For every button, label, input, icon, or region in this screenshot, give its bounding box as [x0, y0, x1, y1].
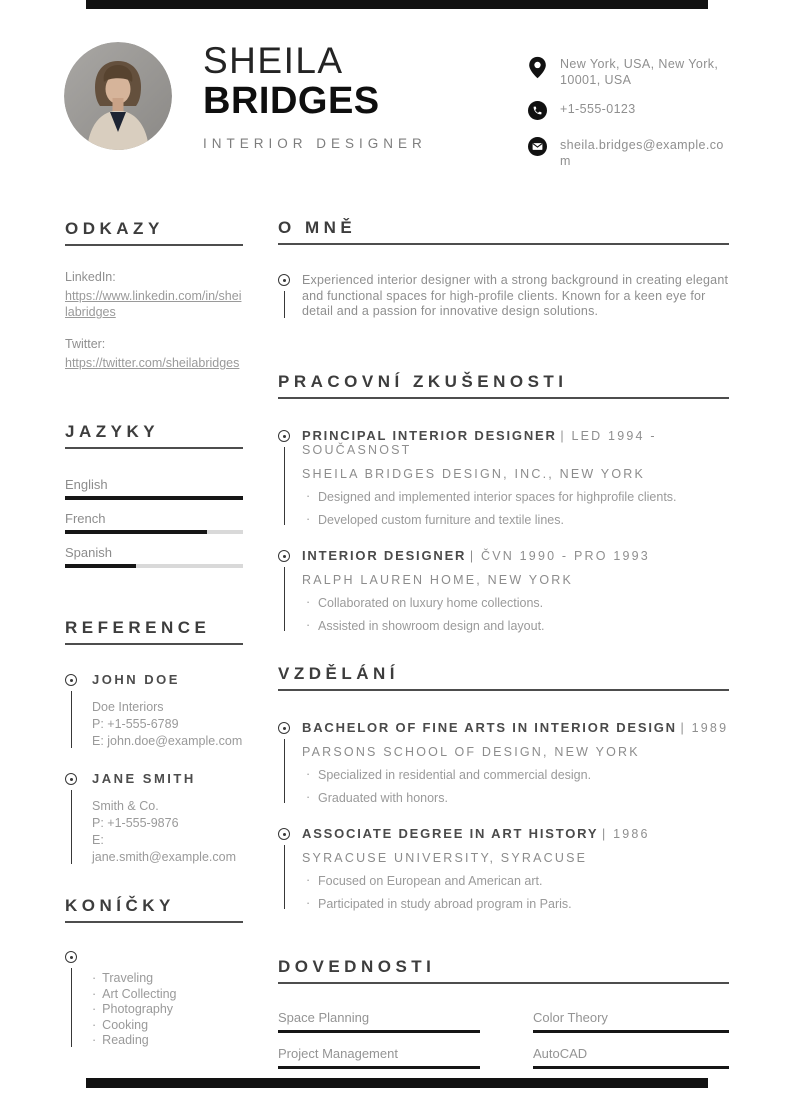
link-label: LinkedIn: — [65, 270, 116, 284]
education-title-row — [302, 721, 729, 735]
reference-name: JOHN DOE — [92, 672, 180, 687]
section-skills-heading: DOVEDNOSTI — [278, 958, 729, 984]
section-experience-heading: PRACOVNÍ ZKUŠENOSTI — [278, 373, 729, 399]
skill-item — [278, 1010, 480, 1033]
language-level-bar — [65, 530, 243, 534]
reference-company: Smith & Co. — [92, 799, 159, 813]
experience-period: | LED 1994 - SOUČASNOST — [302, 429, 657, 457]
timeline-line — [284, 739, 285, 803]
job-title: INTERIOR DESIGNER — [203, 135, 427, 151]
reference-phone: P: +1-555-6789 — [92, 717, 179, 731]
section-languages-heading: JAZYKY — [65, 423, 243, 449]
education-item — [278, 827, 729, 911]
timeline-bullet-icon — [278, 274, 290, 286]
skill-name: AutoCAD — [533, 1046, 588, 1061]
experience-bullet: · Developed custom furniture and textile lines. — [302, 513, 729, 527]
contact-phone-row — [528, 101, 728, 124]
skill-item — [533, 1010, 729, 1033]
timeline-line — [284, 567, 285, 631]
last-name: BRIDGES — [203, 79, 380, 122]
section-skills — [278, 958, 729, 1069]
top-decorative-bar — [86, 0, 708, 9]
linkedin-link[interactable]: https://www.linkedin.com/in/sheilabridges — [65, 289, 242, 319]
experience-title-row — [302, 429, 729, 457]
timeline-bullet-icon — [278, 430, 290, 442]
section-references — [65, 619, 243, 866]
contact-location-row — [528, 56, 728, 88]
profile-photo — [64, 42, 172, 150]
bottom-decorative-bar — [86, 1078, 708, 1088]
education-item — [278, 721, 729, 805]
experience-period: | ČVN 1990 - PRO 1993 — [470, 549, 650, 563]
skill-item — [278, 1046, 480, 1069]
hobbies-entry — [65, 950, 243, 1049]
education-degree: BACHELOR OF FINE ARTS IN INTERIOR DESIGN — [302, 720, 677, 735]
education-degree: ASSOCIATE DEGREE IN ART HISTORY — [302, 826, 599, 841]
timeline-rail — [278, 827, 302, 911]
timeline-bullet-icon — [278, 722, 290, 734]
education-title-row — [302, 827, 729, 841]
skill-bar — [278, 1030, 480, 1033]
section-references-heading: REFERENCE — [65, 619, 243, 645]
reference-phone: P: +1-555-9876 — [92, 816, 179, 830]
language-row-french — [65, 511, 243, 534]
contact-phone: +1-555-0123 — [560, 102, 636, 116]
map-pin-icon — [528, 56, 547, 79]
language-level-fill — [65, 530, 207, 534]
contact-block — [528, 56, 728, 169]
timeline-line — [284, 447, 285, 525]
about-text: Experienced interior designer with a strong background in creating elegant and functional spaces for high-profile clients. Known for a keen eye for detail and a passion for innovative design solutions. — [302, 273, 729, 318]
timeline-line — [284, 845, 285, 909]
skill-bar — [533, 1030, 729, 1033]
timeline-bullet-icon — [65, 951, 77, 963]
section-hobbies — [65, 897, 243, 1049]
skill-name: Color Theory — [533, 1010, 608, 1025]
timeline-bullet-icon — [65, 773, 77, 785]
hobby-item: · Art Collecting — [92, 987, 243, 1003]
education-school: SYRACUSE UNIVERSITY, SYRACUSE — [302, 851, 588, 865]
contact-location: New York, USA, New York, 10001, USA — [560, 57, 719, 87]
language-name: English — [65, 477, 108, 492]
experience-bullet: · Collaborated on luxury home collections. — [302, 596, 729, 610]
timeline-line — [71, 691, 72, 748]
experience-bullet: · Designed and implemented interior spaces for highprofile clients. — [302, 490, 729, 504]
education-bullet: · Graduated with honors. — [302, 791, 729, 805]
language-level-bar — [65, 496, 243, 500]
reference-email: E: john.doe@example.com — [92, 734, 243, 748]
hobby-item: · Reading — [92, 1033, 243, 1049]
experience-title-row — [302, 549, 729, 563]
language-level-fill — [65, 564, 136, 568]
education-bullet: · Focused on European and American art. — [302, 874, 729, 888]
timeline-bullet-icon — [65, 674, 77, 686]
section-experience — [278, 373, 729, 633]
skill-name: Space Planning — [278, 1010, 370, 1025]
section-links — [65, 220, 243, 371]
envelope-icon — [528, 137, 547, 160]
timeline-rail — [65, 950, 92, 1049]
reference-name: JANE SMITH — [92, 771, 196, 786]
timeline-rail — [278, 273, 302, 320]
language-name: French — [65, 511, 106, 526]
hobby-item: · Photography — [92, 1002, 243, 1018]
education-school: PARSONS SCHOOL OF DESIGN, NEW YORK — [302, 745, 640, 759]
contact-email: sheila.bridges@example.com — [560, 138, 724, 168]
section-languages — [65, 423, 243, 579]
education-bullet: · Participated in study abroad program in Paris. — [302, 897, 729, 911]
section-about — [278, 219, 729, 320]
hobby-item: · Cooking — [92, 1018, 243, 1034]
section-links-heading: ODKAZY — [65, 220, 243, 246]
language-level-bar — [65, 564, 243, 568]
twitter-link[interactable]: https://twitter.com/sheilabridges — [65, 356, 240, 370]
timeline-line — [284, 291, 285, 318]
language-name: Spanish — [65, 545, 112, 560]
timeline-rail — [278, 549, 302, 633]
link-label: Twitter: — [65, 337, 106, 351]
skill-bar — [278, 1066, 480, 1069]
timeline-line — [71, 790, 72, 864]
reference-item — [65, 772, 243, 866]
about-entry — [278, 273, 729, 320]
first-name: SHEILA — [203, 40, 344, 81]
section-education-heading: VZDĚLÁNÍ — [278, 665, 729, 691]
timeline-rail — [65, 673, 92, 750]
link-item-linkedin — [65, 269, 243, 320]
header-name-block — [203, 42, 427, 151]
education-year: | 1986 — [602, 827, 650, 841]
reference-company: Doe Interiors — [92, 700, 164, 714]
timeline-rail — [278, 721, 302, 805]
education-year: | 1989 — [680, 721, 728, 735]
timeline-line — [71, 968, 72, 1047]
hobby-item: · Traveling — [92, 971, 243, 987]
timeline-rail — [278, 429, 302, 527]
experience-organization: SHEILA BRIDGES DESIGN, INC., NEW YORK — [302, 467, 646, 481]
language-row-english — [65, 477, 243, 500]
section-hobbies-heading: KONÍČKY — [65, 897, 243, 923]
education-bullet: · Specialized in residential and commercial design. — [302, 768, 729, 782]
skill-bar — [533, 1066, 729, 1069]
timeline-bullet-icon — [278, 550, 290, 562]
reference-item — [65, 673, 243, 750]
experience-bullet: · Assisted in showroom design and layout. — [302, 619, 729, 633]
contact-email-row — [528, 137, 728, 169]
experience-title: PRINCIPAL INTERIOR DESIGNER — [302, 428, 557, 443]
phone-icon — [528, 101, 547, 124]
skill-item — [533, 1046, 729, 1069]
section-education — [278, 665, 729, 911]
experience-organization: RALPH LAUREN HOME, NEW YORK — [302, 573, 574, 587]
experience-item — [278, 549, 729, 633]
link-item-twitter — [65, 336, 243, 371]
skill-name: Project Management — [278, 1046, 398, 1061]
experience-item — [278, 429, 729, 527]
section-about-heading: O MNĚ — [278, 219, 729, 245]
reference-email: E: jane.smith@example.com — [92, 833, 236, 864]
profile-photo-illustration — [64, 42, 172, 150]
experience-title: INTERIOR DESIGNER — [302, 548, 467, 563]
timeline-rail — [65, 772, 92, 866]
language-level-fill — [65, 496, 243, 500]
timeline-bullet-icon — [278, 828, 290, 840]
language-row-spanish — [65, 545, 243, 568]
